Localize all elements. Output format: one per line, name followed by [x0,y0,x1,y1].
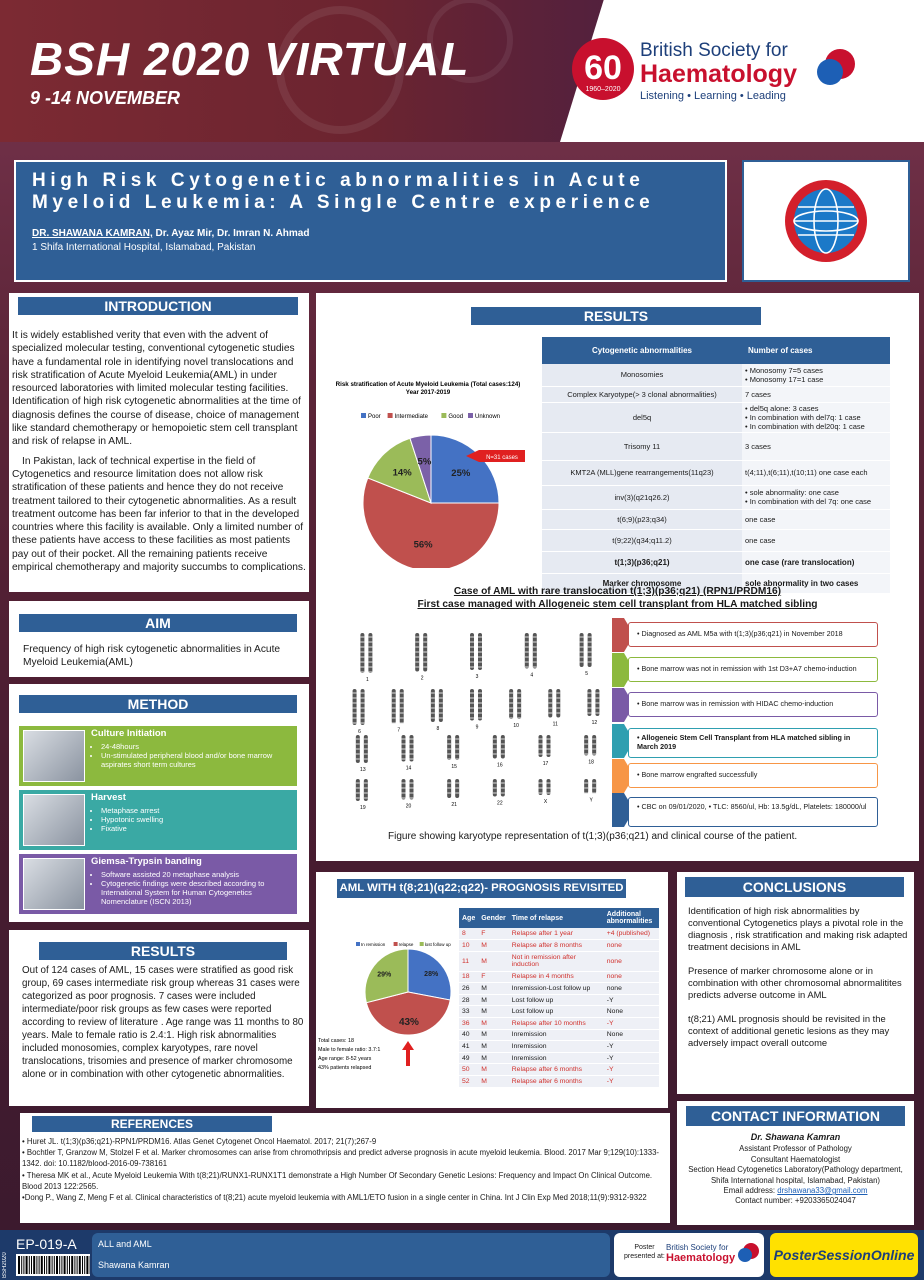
method-card-item: • Un-stimulated peripheral blood and/or bone marrow aspirates short term cultures [101,751,293,769]
t821-cell: M [478,1018,509,1030]
method-card-item: • Fixative [101,824,293,833]
cyto-cases [742,529,890,551]
bsh-years: 1960–2020 [585,86,621,93]
cyto-header-row [542,337,890,364]
method-card-item: • 24-48hours [101,742,293,751]
t821-header-row [459,908,659,928]
t821-header-3: Additional abnormalities [604,908,659,928]
cyto-case-line: • Monosomy 7=5 cases [745,365,823,375]
introduction-text: It is widely established verity that even with the advent of specialized molecular testing, conventional cytogenetic studies have a fundamental role in identifying novel translocations and risk stratification of Acute Myeloid Leukemia(AML) in under resourced laboratories with limited molecular testing facilities. Identification of high risk cytogenetic abnormalities at the time of diagnosis defines the course of disease, choice of management like standard chemotherapy or hemopoietic stem cell transplant and risk of relapse in AML. In Pakistan, lack of technical expertise in the field of Cytogenetics and resource limitation does not allow risk stratification of these patients and hence they do not receive treatment tailored to their cytogenetic abnormalities. As a result treatment outcome has been far inferior to that in the developed countries where this facility is available. Only a limited number of these patients have access to these facilities as most patients pay out of their pocket. All the remaining patients receive empirical chemotherapy and majority succumbs to complications. [12,330,306,574]
pie1-title: Risk stratification of Acute Myeloid Leukemia (Total cases:124) Year 2017-2019 [335,381,521,396]
t821-row [459,1064,659,1076]
reference-item: •Dong P., Wang Z, Meng F et al. Clinical characteristics of t(8;21) acute myeloid leukemia with AML1/ETO fusion in a single center in China. Int J Clin Exp Med 2018;11(9):9312-9322 [22,1193,647,1203]
t821-cell: None [604,1029,659,1041]
bsh-balloon-icon [812,46,858,92]
timeline-step-2: • Bone marrow was in remission with HIDAC chemo-induction [628,692,878,717]
t821-cell: 33 [459,1006,478,1018]
t821-row [459,940,659,952]
cyto-row [542,509,890,529]
t821-cell: M [478,1006,509,1018]
t821-cell: Inremission [509,1052,604,1064]
conclusions-text: Identification of high risk abnormalities by conventional Cytogenetics plays a pivotal role in the diagnosis , risk stratification and making risk adapted treatment decisions in AML Presence of marker chromosome alone or in combination with other chromosomal abnormalitites predicts adverse outcome in AML t(8;21) AML prognosis should be revisited in the context of additional genetic lesions as they may adversely impact overall outcome [688,905,908,1048]
poster-title-box [14,160,727,282]
cyto-cases [742,402,890,432]
cytogenetic-table [542,337,890,594]
pie1-annotation: N=31 cases [486,455,518,461]
timeline-step-4: • Bone marrow engrafted successfully [628,763,878,788]
pie1-legend-swatch-2 [441,413,446,418]
t821-cell: 8 [459,928,478,940]
reference-item: • Theresa MK et al., Acute Myeloid Leukemia With t(8;21)/RUNX1-RUNX1T1 demonstrate a High Number Of Secondary Genetic Lesions: Frequency and Impact On Clinical Outcome. Blood 2013 122:2565. [22,1170,653,1191]
pie1-legend-swatch-1 [388,413,393,418]
t821-cell: 36 [459,1018,478,1030]
t821-cell: M [478,1076,509,1088]
footer-bsh-balloon-icon [736,1241,760,1265]
pie2-legend-1: relapse [398,942,414,947]
chromosome-10 [509,689,521,719]
timeline-step-3: • Allogeneic Stem Cell Transplant from HLA matched sibling in March 2019 [628,728,878,758]
cyto-case-line: • In combination with del 7q: one case [745,497,872,506]
cyto-abnormality: t(9;22)(q34;q11.2) [542,529,742,551]
cyto-header-1: Number of cases [742,337,890,364]
case-caption: Figure showing karyotype representation of t(1;3)(p36;q21) and clinical course of the patient. [388,831,798,842]
chromosome-label: 19 [360,805,366,811]
pie-label-0: 25% [451,468,471,480]
case-title: Case of AML with rare translocation t(1;3)(p36;q21) (RPN1/PRDM16) First case managed with Allogeneic stem cell transplant from HLA matched sibling [417,586,818,610]
t821-cell: None [604,1006,659,1018]
reference-item: • Bochtler T, Granzow M, Stolzel F et al. Marker chromosomes can arise from chromothripsis and predict adverse prognosis in acute myeloid leukemia. Blood. 2017 Mar 9;129(10):1333-1342. doi: 10.1182/blood-2016-09-738161 [22,1148,660,1169]
conclusions-heading: CONCLUSIONS [685,877,904,897]
pie1-legend-swatch-3 [468,413,473,418]
method-card-title: Harvest [91,792,126,803]
cyto-case-line: one case (rare translocation) [745,557,855,567]
pie2-note-0: Total cases: 18 [318,1038,354,1044]
chromosome-Y [584,779,596,794]
aim-panel [9,601,309,677]
method-card-2 [19,854,297,914]
method-photo-2 [23,858,85,910]
cyto-cases [742,386,890,402]
t821-header-1: Gender [478,908,509,928]
results-right-heading: RESULTS [471,307,761,325]
method-card-list [101,742,293,769]
t821-cell: Relapse after 10 months [509,1018,604,1030]
pie2-legend-2: lost follow up [424,942,451,947]
t821-table [459,908,659,1088]
chromosome-X [539,779,551,795]
footer-presented-box [614,1233,764,1277]
chromosome-label: 4 [530,672,534,679]
t821-cell: Inremission [509,1029,604,1041]
cyto-cases [742,432,890,460]
contact-email-link[interactable]: drshawana33@gmail.com [777,1186,868,1196]
contact-name: Dr. Shawana Kamran [750,1132,841,1142]
t821-cell: 40 [459,1029,478,1041]
t821-cell: -Y [604,1018,659,1030]
t821-cell: Inremission [509,1041,604,1053]
chromosome-12 [587,689,599,716]
t821-cell: 49 [459,1052,478,1064]
cyto-cases [742,509,890,529]
chromosome-15 [447,735,459,760]
chromosome-8 [431,689,443,722]
chromosome-3 [470,633,482,670]
chromosome-label: 17 [542,761,549,767]
t821-cell: M [478,1064,509,1076]
chromosome-16 [493,735,505,759]
contact-details: Dr. Shawana Kamran Assistant Professor of Pathology Consultant Haematologist Section Head Cytogenetics Laboratory(Pathology department, Shifa International hospital, Islamabad, Pakistan) Email address: drshawana33@gmail.com Contact number: +9203365024047 [677,1132,914,1207]
introduction-panel [9,293,309,592]
method-card-title: Culture Initiation [91,728,167,739]
footer-year: BSH2020 [2,1252,8,1278]
t821-cell: -Y [604,1064,659,1076]
pie-label-3: 5% [417,456,432,468]
poster-authors: DR. SHAWANA KAMRAN, Dr. Ayaz Mir, Dr. Imran N. Ahmad [32,228,310,239]
t821-cell: M [478,951,509,971]
cyto-case-line: t(4;11),t(6;11),t(10;11) one case each [745,468,868,477]
chromosome-label: 10 [513,723,519,729]
t821-cell: Relapse after 1 year [509,928,604,940]
cyto-case-line: 3 cases [745,441,771,451]
aim-heading: AIM [19,614,297,632]
pie-label-2: 14% [392,467,412,479]
cyto-case-line: • In combination with del20q: 1 case [745,421,865,431]
footer-bsh-line2: Haematology [666,1252,736,1264]
conclusions-panel [677,872,914,1094]
t821-row [459,1029,659,1041]
pie-label-1: 43% [398,1017,419,1029]
chromosome-1 [360,633,372,673]
t821-cell: Lost follow up [509,1006,604,1018]
t821-cell: 18 [459,971,478,983]
cyto-abnormality: del5q [542,402,742,432]
t821-cell: none [604,951,659,971]
method-card-item: • Hypotonic swelling [101,815,293,824]
t821-header-0: Age [459,908,478,928]
cyto-row [542,364,890,386]
method-card-list [101,870,293,906]
chromosome-label: Y [589,797,593,804]
t821-row [459,1018,659,1030]
chromosome-label: 14 [405,765,412,772]
footer-author: Shawana Kamran [98,1260,170,1270]
barcode-icon [16,1254,90,1276]
t821-outcome-pie-chart [316,938,458,1108]
cyto-row [542,432,890,460]
chromosome-label: 7 [397,727,401,734]
chromosome-label: 16 [497,762,503,769]
pie-label-1: 56% [413,539,433,551]
pie2-legend-0: In remission [361,942,386,947]
cyto-case-line: one case [745,514,776,524]
pie2-note-1: Male to female ratio: 3.7:1 [318,1047,381,1053]
t821-cell: M [478,1052,509,1064]
chromosome-4 [525,633,537,669]
chromosome-label: 22 [497,800,503,807]
chromosome-label: 15 [451,764,457,770]
method-card-1 [19,790,297,850]
cyto-cases [742,551,890,573]
t821-cell: Not in remission after induction [509,951,604,971]
chromosome-label: 21 [451,802,457,808]
presented-at-label: Poster presented at: [624,1244,665,1260]
conference-title: BSH 2020 VIRTUAL [30,33,470,85]
pie2-legend-swatch-0 [356,942,360,946]
chromosome-label: 6 [358,729,361,735]
pie1-legend-0: Poor [368,414,381,420]
t821-cell: Inremission-Lost follow up [509,983,604,995]
cyto-row [542,402,890,432]
bsh-logo-tagline: Listening • Learning • Leading [640,90,786,102]
t821-row [459,971,659,983]
t821-row [459,1006,659,1018]
chromosome-label: 8 [436,726,440,732]
t821-cell: -Y [604,1052,659,1064]
chromosome-14 [402,735,414,762]
cyto-row [542,485,890,509]
chromosome-17 [539,735,551,757]
method-panel [9,684,309,922]
cyto-cases [742,460,890,485]
pie1-legend-3: Unknown [475,414,501,420]
t821-cell: +4 (published) [604,928,659,940]
cyto-case-line: sole abnormality in two cases [745,578,859,588]
results-text: Out of 124 cases of AML, 15 cases were stratified as good risk group, 69 cases intermediate risk group whereas 31 cases were categorized as poor prognosis. 7 cases were included intermediate/poor risk groups as few cases were reported according to review of literature . Age range was 11 months to 80 years. Male to female ratio is 2.4:1. High risk abnormalities included monosomies, complex karyotypes, rare novel translocations, trisomies and presence of marker chromosome alone or in combination with other cytogenetic abnormalities. [22,965,304,1080]
method-heading: METHOD [19,695,297,713]
cyto-case-line: • In combination with del7q: 1 case [745,412,861,422]
contact-panel [677,1101,914,1225]
timeline-step-1: • Bone marrow was not in remission with 1st D3+A7 chemo-induction [628,657,878,682]
references-panel [20,1113,670,1223]
t821-cell: M [478,994,509,1006]
t821-cell: 50 [459,1064,478,1076]
cyto-row [542,529,890,551]
chromosome-20 [402,779,414,800]
chromosome-13 [356,735,368,763]
chromosome-6 [353,689,365,725]
cyto-abnormality: Complex Karyotype(> 3 clonal abnormalities) [542,386,742,402]
chromosome-11 [548,689,560,718]
t821-cell: none [604,971,659,983]
method-card-list [101,806,293,833]
method-card-title: Giemsa-Trypsin banding [91,856,202,867]
method-card-item: • Cytogenetic findings were described according to International System for Human Cytogenetics Nomenclature (ISCN 2013) [101,879,293,906]
aim-text: Frequency of high risk cytogenetic abnormalities in Acute Myeloid Leukemia(AML) [23,644,281,669]
t821-cell: -Y [604,1041,659,1053]
t821-cell: 52 [459,1076,478,1088]
t821-cell: Relapse after 8 months [509,940,604,952]
chromosome-9 [470,689,482,721]
cyto-row [542,386,890,402]
t821-cell: 28 [459,994,478,1006]
t821-cell: Relapse after 6 months [509,1064,604,1076]
cyto-case-line: • del5q alone: 3 cases [745,403,819,413]
pie2-note-2: Age range: 8-52 years [318,1056,372,1062]
t821-row [459,1052,659,1064]
t821-row [459,928,659,940]
cyto-abnormality: t(1;3)(p36;q21) [542,551,742,573]
method-photo-1 [23,794,85,846]
timeline-step-5: • CBC on 09/01/2020, • TLC: 8560/ul, Hb: 13.5g/dL, Platelets: 180000/ul [628,797,878,827]
chromosome-5 [580,633,592,667]
t821-cell: none [604,983,659,995]
footer-bsh-line1: British Society for [666,1243,729,1252]
institution-globe-icon [744,162,908,280]
poster-session-online-logo: PosterSessionOnline [770,1233,918,1277]
t821-cell: M [478,940,509,952]
timeline-step-0: • Diagnosed as AML M5a with t(1;3)(p36;q21) in November 2018 [628,622,878,647]
chromosome-label: 13 [360,767,366,773]
cyto-cases [742,485,890,509]
introduction-heading: INTRODUCTION [18,297,298,315]
chromosome-21 [447,779,459,798]
chromosome-18 [584,735,596,756]
footer-bar [0,1230,924,1280]
t821-cell: Relapse after 6 months [509,1076,604,1088]
chromosome-label: 11 [552,721,558,728]
t821-cell: 10 [459,940,478,952]
pie1-legend-2: Good [448,414,464,420]
method-card-item: • Metaphase arrest [101,806,293,815]
t821-cell: M [478,983,509,995]
cyto-case-line: 7 cases [745,389,771,399]
cyto-abnormality: KMT2A (MLL)gene rearrangements(11q23) [542,460,742,485]
results-text-panel [9,930,309,1106]
cyto-case-line: one case [745,535,776,545]
chromosome-label: 5 [585,671,588,677]
t821-cell: Relapse in 4 months [509,971,604,983]
karyotype-image [340,623,614,813]
pie-label-0: 28% [424,970,439,978]
t821-cell: Lost follow up [509,994,604,1006]
t821-cell: 41 [459,1041,478,1053]
references-list [22,1136,664,1203]
t821-cell: -Y [604,1076,659,1088]
method-card-item: • Software assisted 20 metaphase analysis [101,870,293,879]
chromosome-label: 20 [405,803,412,810]
cyto-abnormality: Monosomies [542,364,742,386]
pie2-legend-swatch-2 [420,942,424,946]
t821-cell: 11 [459,951,478,971]
pie-label-2: 29% [377,971,392,979]
pie2-arrow [402,1041,414,1066]
chromosome-7 [392,689,404,724]
chromosome-label: 2 [420,675,424,682]
t821-panel [316,872,668,1108]
t821-row [459,1076,659,1088]
t821-cell: F [478,928,509,940]
cyto-cases [742,364,890,386]
chromosome-19 [356,779,368,801]
cyto-row [542,551,890,573]
t821-row [459,983,659,995]
cyto-abnormality: Trisomy 11 [542,432,742,460]
method-photo-0 [23,730,85,782]
poster-code: EP-019-A [16,1236,77,1252]
reference-item: • Huret JL. t(1;3)(p36;q21)-RPN1/PRDM16. Atlas Genet Cytogenet Oncol Haematol. 2017; 21(7);267-9 [22,1137,377,1146]
t821-heading: AML WITH t(8;21)(q22;q22)- PROGNOSIS REVISITED [337,879,626,898]
t821-row [459,951,659,971]
footer-category: ALL and AML [98,1239,152,1249]
institution-logo-box [742,160,910,282]
t821-cell: M [478,1041,509,1053]
t821-header-2: Time of relapse [509,908,604,928]
poster-affiliation: 1 Shifa International Hospital, Islamabad, Pakistan [32,242,256,253]
chromosome-label: 3 [475,674,479,680]
cyto-row [542,460,890,485]
chromosome-2 [415,633,427,672]
bsh-logo-line2: Haematology [640,60,797,88]
bsh-logo-line1: British Society for [640,40,788,61]
cyto-abnormality: Marker chromosome [542,573,742,593]
chromosome-22 [493,779,505,797]
cyto-abnormality: inv(3)(q21q26.2) [542,485,742,509]
t821-cell: M [478,1029,509,1041]
references-heading: REFERENCES [32,1116,272,1132]
conference-dates: 9 -14 NOVEMBER [30,88,181,108]
cyto-case-line: • Monosomy 17=1 case [745,374,824,384]
cyto-case-line: • sole abnormality: one case [745,488,839,497]
risk-stratification-pie-chart [316,378,541,568]
chromosome-label: 12 [591,720,598,726]
method-card-0 [19,726,297,786]
pie2-legend-swatch-1 [394,942,398,946]
bsh-60-badge: 60 [572,38,634,100]
t821-row [459,994,659,1006]
cyto-header-0: Cytogenetic abnormalities [542,337,742,364]
pie1-legend-swatch-0 [361,413,366,418]
t821-cell: F [478,971,509,983]
header-banner [0,0,924,142]
pie1-legend-1: Intermediate [394,414,428,420]
t821-cell: none [604,940,659,952]
t821-row [459,1041,659,1053]
pie2-note-3: 43% patients relapsed [318,1065,372,1071]
contact-heading: CONTACT INFORMATION [686,1106,905,1126]
chromosome-label: X [543,799,548,805]
t821-cell: 26 [459,983,478,995]
t821-cell: -Y [604,994,659,1006]
chromosome-label: 1 [366,677,369,683]
footer-info [92,1233,610,1277]
chromosome-label: 9 [475,724,479,731]
chromosome-label: 18 [588,759,594,766]
cyto-abnormality: t(6;9)(p23;q34) [542,509,742,529]
results-left-heading: RESULTS [39,942,287,960]
poster-title: High Risk Cytogenetic abnormalities in Acute Myeloid Leukemia: A Single Centre experience [32,170,655,213]
